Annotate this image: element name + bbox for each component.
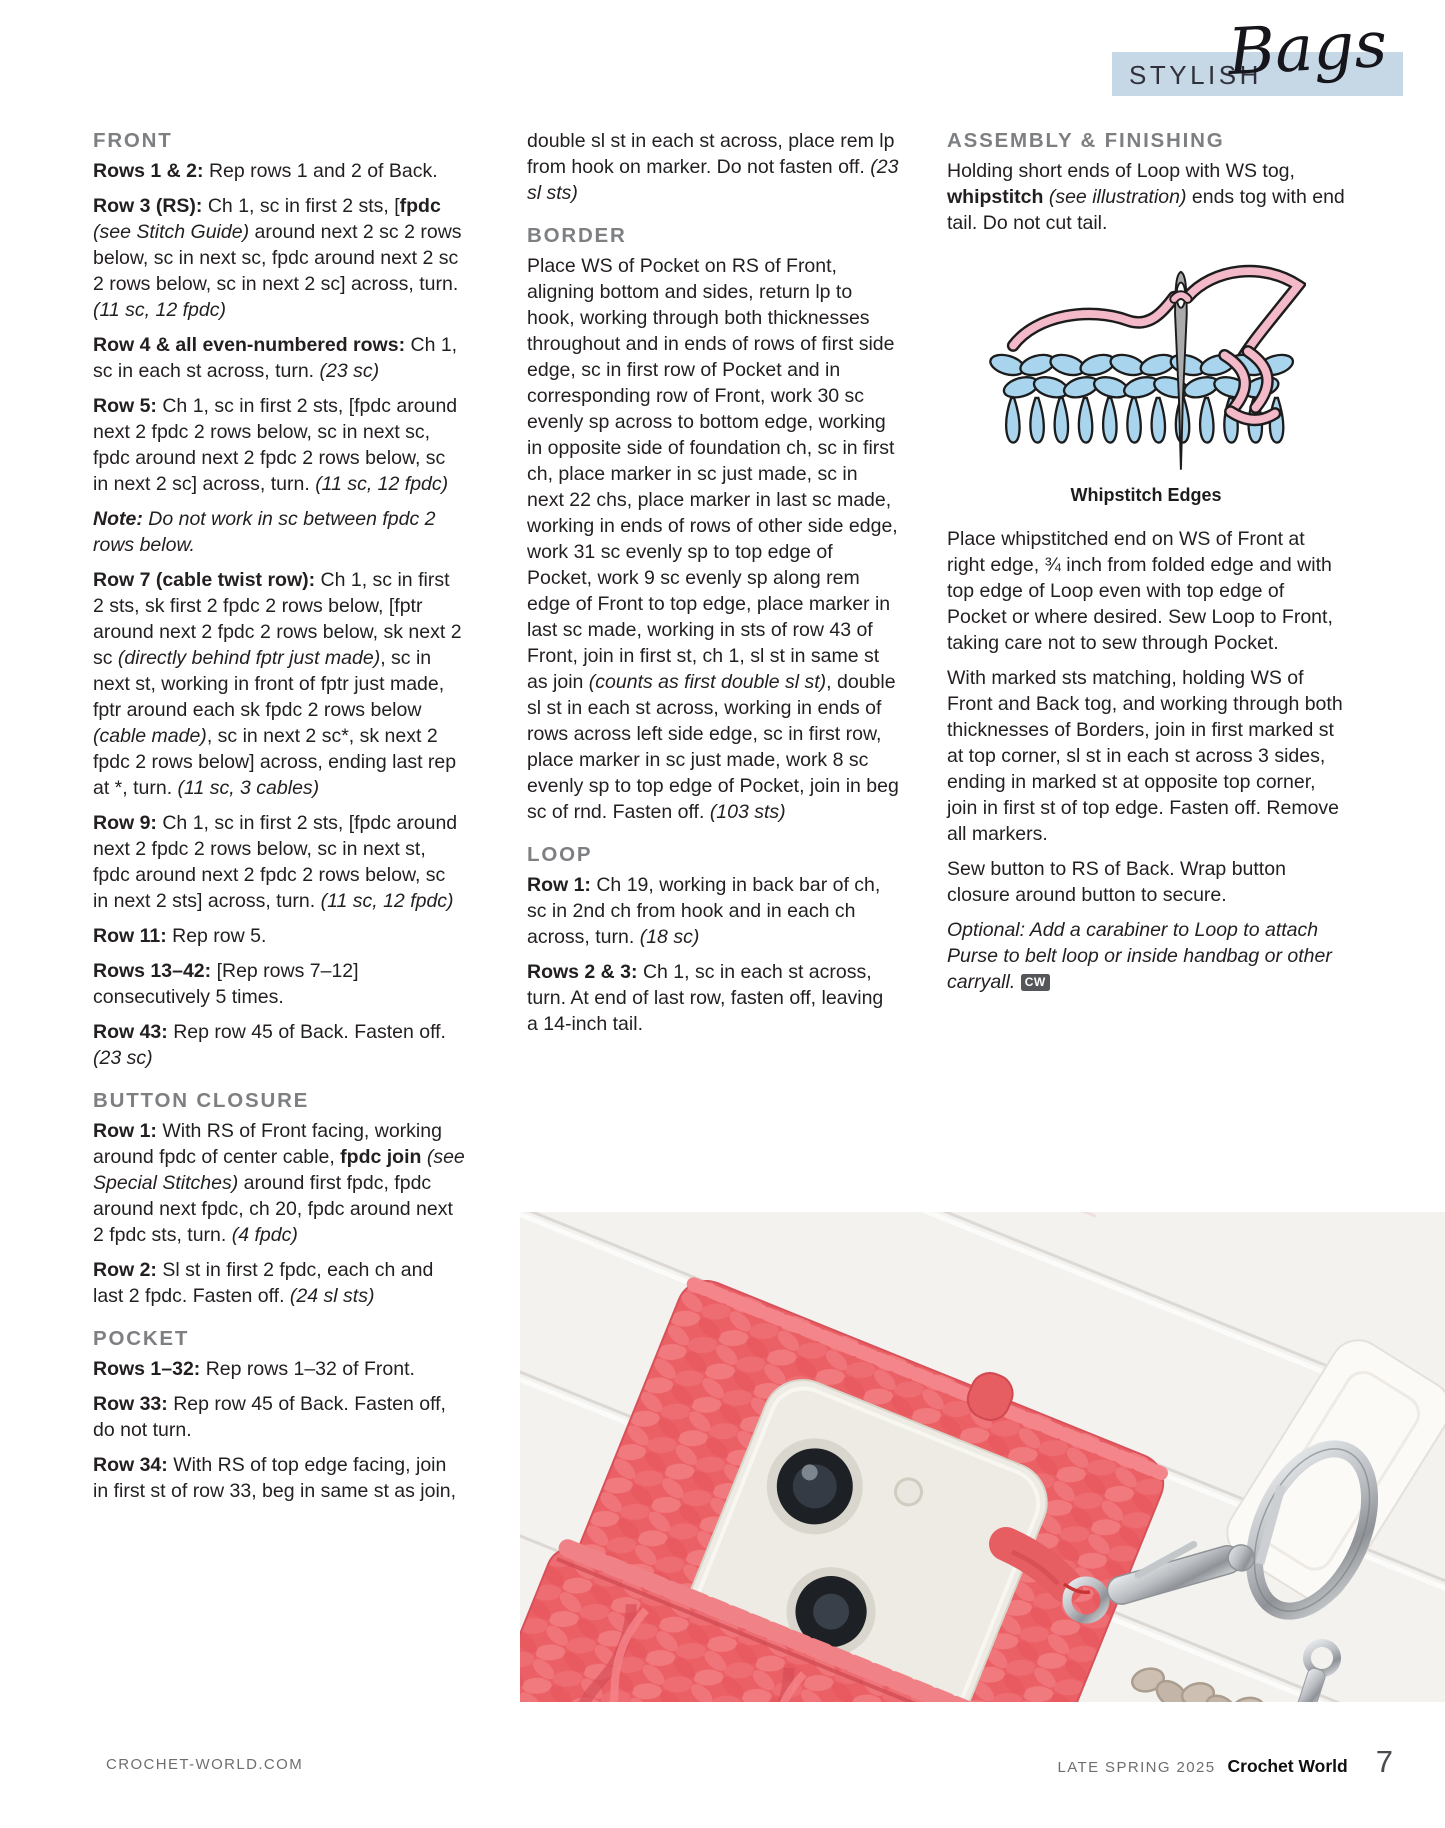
text-run: Sew button to RS of Back. Wrap button closure around button to secure. bbox=[947, 858, 1292, 906]
text-run: Do not work in sc between fpdc 2 rows below. bbox=[93, 508, 441, 556]
text-run: Place whipstitched end on WS of Front at right edge, ¾ inch from folded edge and with top edge of Loop even with top edge of Pocket or where desired. Sew Loop to Front, taking care not to sew through Pocket. bbox=[947, 528, 1339, 654]
text-run: (see Special Stitches) bbox=[93, 1146, 471, 1194]
text-run: (23 sl sts) bbox=[527, 156, 904, 204]
section-heading: POCKET bbox=[93, 1327, 190, 1350]
kicker-text: STYLISH bbox=[1129, 60, 1262, 90]
text-run: whipstitch bbox=[947, 186, 1044, 208]
text-run: (directly behind fptr just made) bbox=[117, 647, 381, 669]
footer-magazine: Crochet World bbox=[1227, 1756, 1348, 1776]
footer-right bbox=[1057, 1744, 1393, 1780]
paragraph bbox=[93, 1356, 465, 1382]
text-run: (11 sc, 3 cables) bbox=[177, 777, 320, 799]
text-run: Row 11: bbox=[93, 925, 173, 947]
text-run: , double sl st in each st across, working in ends of rows across left side edge, sc in first row, place marker in sc just made, work 8 sc evenly sp to top edge of Pocket, join in beg sc of rnd. Fasten off. bbox=[527, 671, 905, 823]
column-3 bbox=[947, 128, 1351, 1004]
text-run: , sc in next 2 sc*, sk next 2 fpdc 2 rows below] across, ending last rep at *, turn. bbox=[93, 725, 462, 799]
text-run: (4 fpdc) bbox=[231, 1224, 298, 1246]
text-run: double sl st in each st across, place rem lp from hook on marker. Do not fasten off. bbox=[527, 130, 900, 178]
text-run: (103 sts) bbox=[709, 801, 786, 823]
section-heading: ASSEMBLY & FINISHING bbox=[947, 129, 1225, 152]
paragraph bbox=[93, 158, 465, 184]
text-run: fpdc join bbox=[340, 1146, 422, 1168]
text-run: Rows 1 & 2: bbox=[93, 160, 209, 182]
yarn-thread bbox=[1013, 271, 1298, 359]
column-1 bbox=[93, 128, 471, 1513]
paragraph bbox=[93, 1118, 471, 1248]
text-run: ends tog with end tail. Do not cut tail. bbox=[947, 186, 1351, 234]
text-run: (11 sc, 12 fpdc) bbox=[315, 473, 449, 495]
paragraph bbox=[93, 1452, 465, 1504]
text-run: Sl st in first 2 fpdc, each ch and last 2 fpdc. Fasten off. bbox=[93, 1259, 439, 1307]
paragraph bbox=[93, 193, 465, 323]
text-run: Optional: Add a carabiner to Loop to attach Purse to belt loop or inside handbag or other carryall. bbox=[947, 919, 1338, 993]
text-run: Ch 1, sc in each st across, turn. bbox=[93, 334, 463, 382]
text-run: Rep rows 1–32 of Front. bbox=[205, 1358, 415, 1380]
text-run: Row 33: bbox=[93, 1393, 174, 1415]
paragraph bbox=[93, 567, 465, 801]
page-number: 7 bbox=[1375, 1744, 1393, 1779]
text-run: With RS of Front facing, working around fpdc of center cable, bbox=[93, 1120, 448, 1168]
text-run: Note: bbox=[93, 508, 149, 530]
text-run: Ch 1, sc in first 2 sts, [fpdc around next 2 fpdc 2 rows below, sc in next st, fpdc around next 2 fpdc 2 rows below, sc in next 2 sts] across, turn. bbox=[93, 812, 463, 912]
paragraph bbox=[93, 958, 465, 1010]
text-run: Ch 1, sc in first 2 sts, sk first 2 fpdc 2 rows below, [fptr around next 2 fpdc 2 rows below, sk next 2 sc bbox=[93, 569, 467, 669]
text-run: (see Stitch Guide) bbox=[93, 221, 250, 243]
text-run: Rep row 5. bbox=[172, 925, 267, 947]
cw-end-badge: CW bbox=[1021, 974, 1050, 991]
section-heading: BUTTON CLOSURE bbox=[93, 1089, 310, 1112]
paragraph bbox=[947, 917, 1345, 995]
footer-issue: LATE SPRING 2025 bbox=[1057, 1759, 1216, 1776]
text-run: around first fpdc, fpdc around next fpdc, ch 20, fpdc around next 2 fpdc sts, turn. bbox=[93, 1172, 459, 1246]
paragraph bbox=[93, 506, 465, 558]
section-heading: BORDER bbox=[527, 224, 627, 247]
paragraph bbox=[947, 665, 1349, 847]
text-run: around next 2 sc 2 rows below, sc in next sc, fpdc around next 2 sc 2 rows below, sc in next 2 sc] across, turn. bbox=[93, 221, 467, 295]
paragraph bbox=[947, 526, 1345, 656]
paragraph bbox=[527, 959, 899, 1037]
whipstitch-figure bbox=[947, 252, 1345, 508]
footer-site: CROCHET-WORLD.COM bbox=[106, 1756, 304, 1773]
text-run: Row 2: bbox=[93, 1259, 163, 1281]
text-run: Holding short ends of Loop with WS tog, bbox=[947, 160, 1301, 182]
text-run: Row 3 (RS): bbox=[93, 195, 208, 217]
paragraph bbox=[527, 253, 905, 825]
text-run: Row 1: bbox=[527, 874, 597, 896]
whipstitch-caption: Whipstitch Edges bbox=[1070, 485, 1222, 505]
text-run: Row 4 & all even-numbered rows: bbox=[93, 334, 411, 356]
text-run: Rep rows 1 and 2 of Back. bbox=[208, 160, 438, 182]
text-run: [Rep rows 7–12] consecutively 5 times. bbox=[93, 960, 364, 1008]
text-run: Row 43: bbox=[93, 1021, 174, 1043]
paragraph bbox=[93, 1257, 465, 1309]
text-run: (23 sc) bbox=[319, 360, 380, 382]
text-run: (see illustration) bbox=[1048, 186, 1187, 208]
paragraph bbox=[93, 1391, 465, 1443]
text-run: (18 sc) bbox=[639, 926, 700, 948]
text-run: (11 sc, 12 fpdc) bbox=[320, 890, 454, 912]
column-3-bottom bbox=[947, 526, 1349, 995]
column-3-top bbox=[947, 128, 1351, 236]
paragraph bbox=[93, 393, 465, 497]
text-run bbox=[441, 195, 446, 217]
paragraph bbox=[527, 128, 904, 206]
script-title: Bags bbox=[1226, 7, 1389, 91]
text-run: (24 sl sts) bbox=[289, 1285, 375, 1307]
text-run: Rep row 45 of Back. Fasten off, do not turn. bbox=[93, 1393, 452, 1441]
text-run: Row 5: bbox=[93, 395, 163, 417]
text-run: Rows 1–32: bbox=[93, 1358, 206, 1380]
paragraph bbox=[527, 872, 899, 950]
text-run: Row 34: bbox=[93, 1454, 174, 1476]
paragraph bbox=[947, 158, 1351, 236]
text-run: Ch 19, working in back bar of ch, sc in 2nd ch from hook and in each ch across, turn. bbox=[527, 874, 886, 948]
paragraph bbox=[93, 810, 465, 914]
text-run: Ch 1, sc in each st across, turn. At end of last row, fasten off, leaving a 14-inch tail. bbox=[527, 961, 889, 1035]
text-run: (11 sc, 12 fpdc) bbox=[93, 299, 226, 321]
text-run: With RS of top edge facing, join in first st of row 33, beg in same st as join, bbox=[93, 1454, 457, 1502]
photo-phone-purse bbox=[520, 1212, 1445, 1702]
text-run: Row 7 (cable twist row): bbox=[93, 569, 321, 591]
text-run: Row 1: bbox=[93, 1120, 163, 1142]
text-run: (cable made) bbox=[93, 725, 207, 747]
section-heading: LOOP bbox=[527, 843, 593, 866]
photo-illustration bbox=[520, 1212, 1445, 1702]
text-run: Ch 1, sc in first 2 sts, [fpdc around next 2 fpdc 2 rows below, sc in next sc, fpdc around next 2 fpdc 2 rows below, sc in next 2 sc] across, turn. bbox=[93, 395, 463, 495]
text-run: (counts as first double sl st) bbox=[588, 671, 827, 693]
text-run: (23 sc) bbox=[93, 1047, 153, 1069]
text-run: Rows 2 & 3: bbox=[527, 961, 643, 983]
crochet-band bbox=[988, 351, 1295, 442]
text-run: , sc in next st, working in front of fptr just made, fptr around each sk fpdc 2 rows below bbox=[93, 647, 450, 721]
column-2 bbox=[527, 128, 905, 1046]
text-run: Rep row 45 of Back. Fasten off. bbox=[173, 1021, 452, 1043]
text-run: Place WS of Pocket on RS of Front, aligning bottom and sides, return lp to hook, working through both thicknesses throughout and in ends of rows of first side edge, sc in first row of Pocket and in corresponding row of Front, work 30 sc evenly sp across to bottom edge, working in opposite side of foundation ch, sc in first ch, place marker in sc just made, sc in next 22 chs, place marker in last sc made, working in ends of rows of other side edge, work 31 sc evenly sp to top edge of Pocket, work 9 sc evenly sp along rem edge of Front to top edge, place marker in last sc made, working in sts of row 43 of Front, join in first st, ch 1, sl st in same st as join bbox=[527, 255, 904, 693]
text-run: With marked sts matching, holding WS of Front and Back tog, and working through both thicknesses of Borders, join in first marked st at top corner, sl st in each st across 3 sides, ending in marked st at opposite top corner, join in first st of top edge. Fasten off. Remove all markers. bbox=[947, 667, 1349, 845]
paragraph bbox=[93, 1019, 465, 1071]
text-run: Row 9: bbox=[93, 812, 163, 834]
whipstitch-illustration bbox=[986, 252, 1306, 476]
text-run: Ch 1, sc in first 2 sts, [ bbox=[207, 195, 400, 217]
text-run: fpdc bbox=[399, 195, 441, 217]
section-heading: FRONT bbox=[93, 129, 173, 152]
paragraph bbox=[93, 923, 465, 949]
paragraph bbox=[93, 332, 465, 384]
paragraph bbox=[947, 856, 1345, 908]
text-run: Rows 13–42: bbox=[93, 960, 217, 982]
